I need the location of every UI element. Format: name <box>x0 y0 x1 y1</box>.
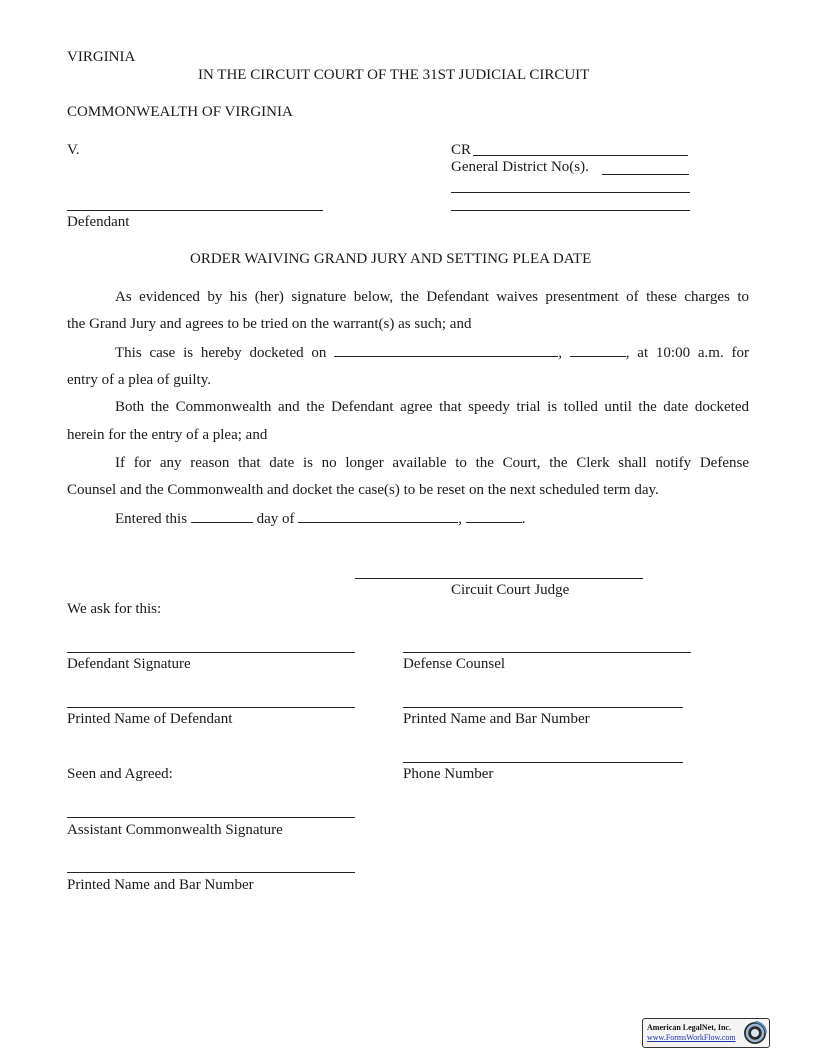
we-ask-label: We ask for this: <box>67 601 162 617</box>
entered-day-of: day of <box>256 511 295 527</box>
judge-label: Circuit Court Judge <box>451 582 570 598</box>
globe-icon <box>743 1021 767 1045</box>
cr-number-field[interactable] <box>473 155 688 156</box>
printed-defendant-line[interactable] <box>67 707 355 708</box>
defendant-name-field[interactable] <box>67 210 323 211</box>
paragraph-3-line-2: herein for the entry of a plea; and <box>67 427 268 443</box>
phone-line[interactable] <box>403 762 683 763</box>
district-number-field-3[interactable] <box>451 210 690 211</box>
printed-bar-line-2[interactable] <box>67 872 355 873</box>
versus-label: V. <box>67 142 80 158</box>
phone-label: Phone Number <box>403 766 494 782</box>
paragraph-1-line-2: the Grand Jury and agrees to be tried on the warrant(s) as such; and <box>67 316 472 332</box>
assistant-signature-label: Assistant Commonwealth Signature <box>67 822 283 838</box>
entered-year-field[interactable] <box>466 509 522 523</box>
cr-label: CR <box>451 142 472 158</box>
court-heading: IN THE CIRCUIT COURT OF THE 31ST JUDICIAL CIRCUIT <box>198 67 590 83</box>
docket-year-field[interactable] <box>570 343 626 357</box>
assistant-signature-line[interactable] <box>67 817 355 818</box>
publisher-url[interactable]: www.FormsWorkFlow.com <box>647 1033 736 1042</box>
commonwealth-label: COMMONWEALTH OF VIRGINIA <box>67 104 293 120</box>
state-heading: VIRGINIA <box>67 49 136 65</box>
docket-date-field[interactable] <box>334 343 558 357</box>
entered-month-field[interactable] <box>298 509 458 523</box>
judge-signature-line[interactable] <box>355 578 643 579</box>
defense-counsel-line[interactable] <box>403 652 691 653</box>
paragraph-1-line-1: As evidenced by his (her) signature below, the Defendant waives presentment of these charges to <box>115 289 749 305</box>
defense-counsel-label: Defense Counsel <box>403 656 506 672</box>
printed-bar-line[interactable] <box>403 707 683 708</box>
docket-comma: , <box>558 345 562 361</box>
paragraph-4-line-1: If for any reason that date is no longer available to the Court, the Clerk shall notify Defense <box>115 455 749 471</box>
district-number-field-2[interactable] <box>451 192 690 193</box>
paragraph-2-line-2: entry of a plea of guilty. <box>67 372 211 388</box>
printed-bar-label-2: Printed Name and Bar Number <box>67 877 254 893</box>
entered-line <box>115 509 525 528</box>
defendant-label: Defendant <box>67 214 130 230</box>
seen-agreed-label: Seen and Agreed: <box>67 766 173 782</box>
defendant-signature-label: Defendant Signature <box>67 656 191 672</box>
entered-text: Entered this <box>115 511 188 527</box>
docket-text: This case is hereby docketed on <box>115 345 327 361</box>
district-label: General District No(s). <box>451 159 589 175</box>
order-title: ORDER WAIVING GRAND JURY AND SETTING PLEA DATE <box>190 251 592 267</box>
paragraph-2-line-1 <box>67 343 749 362</box>
paragraph-4-line-2: Counsel and the Commonwealth and docket the case(s) to be reset on the next scheduled term day. <box>67 482 659 498</box>
defendant-signature-line[interactable] <box>67 652 355 653</box>
printed-bar-label: Printed Name and Bar Number <box>403 711 590 727</box>
paragraph-3-line-1: Both the Commonwealth and the Defendant agree that speedy trial is tolled until the date docketed <box>115 399 749 415</box>
entered-period: . <box>521 511 526 527</box>
printed-defendant-label: Printed Name of Defendant <box>67 711 233 727</box>
publisher-logo[interactable] <box>642 1018 770 1048</box>
entered-day-field[interactable] <box>191 509 253 523</box>
entered-comma: , <box>458 511 462 527</box>
docket-time-text: , at 10:00 a.m. for <box>625 345 750 361</box>
publisher-name: American LegalNet, Inc. <box>647 1023 731 1032</box>
district-number-field[interactable] <box>602 174 689 175</box>
